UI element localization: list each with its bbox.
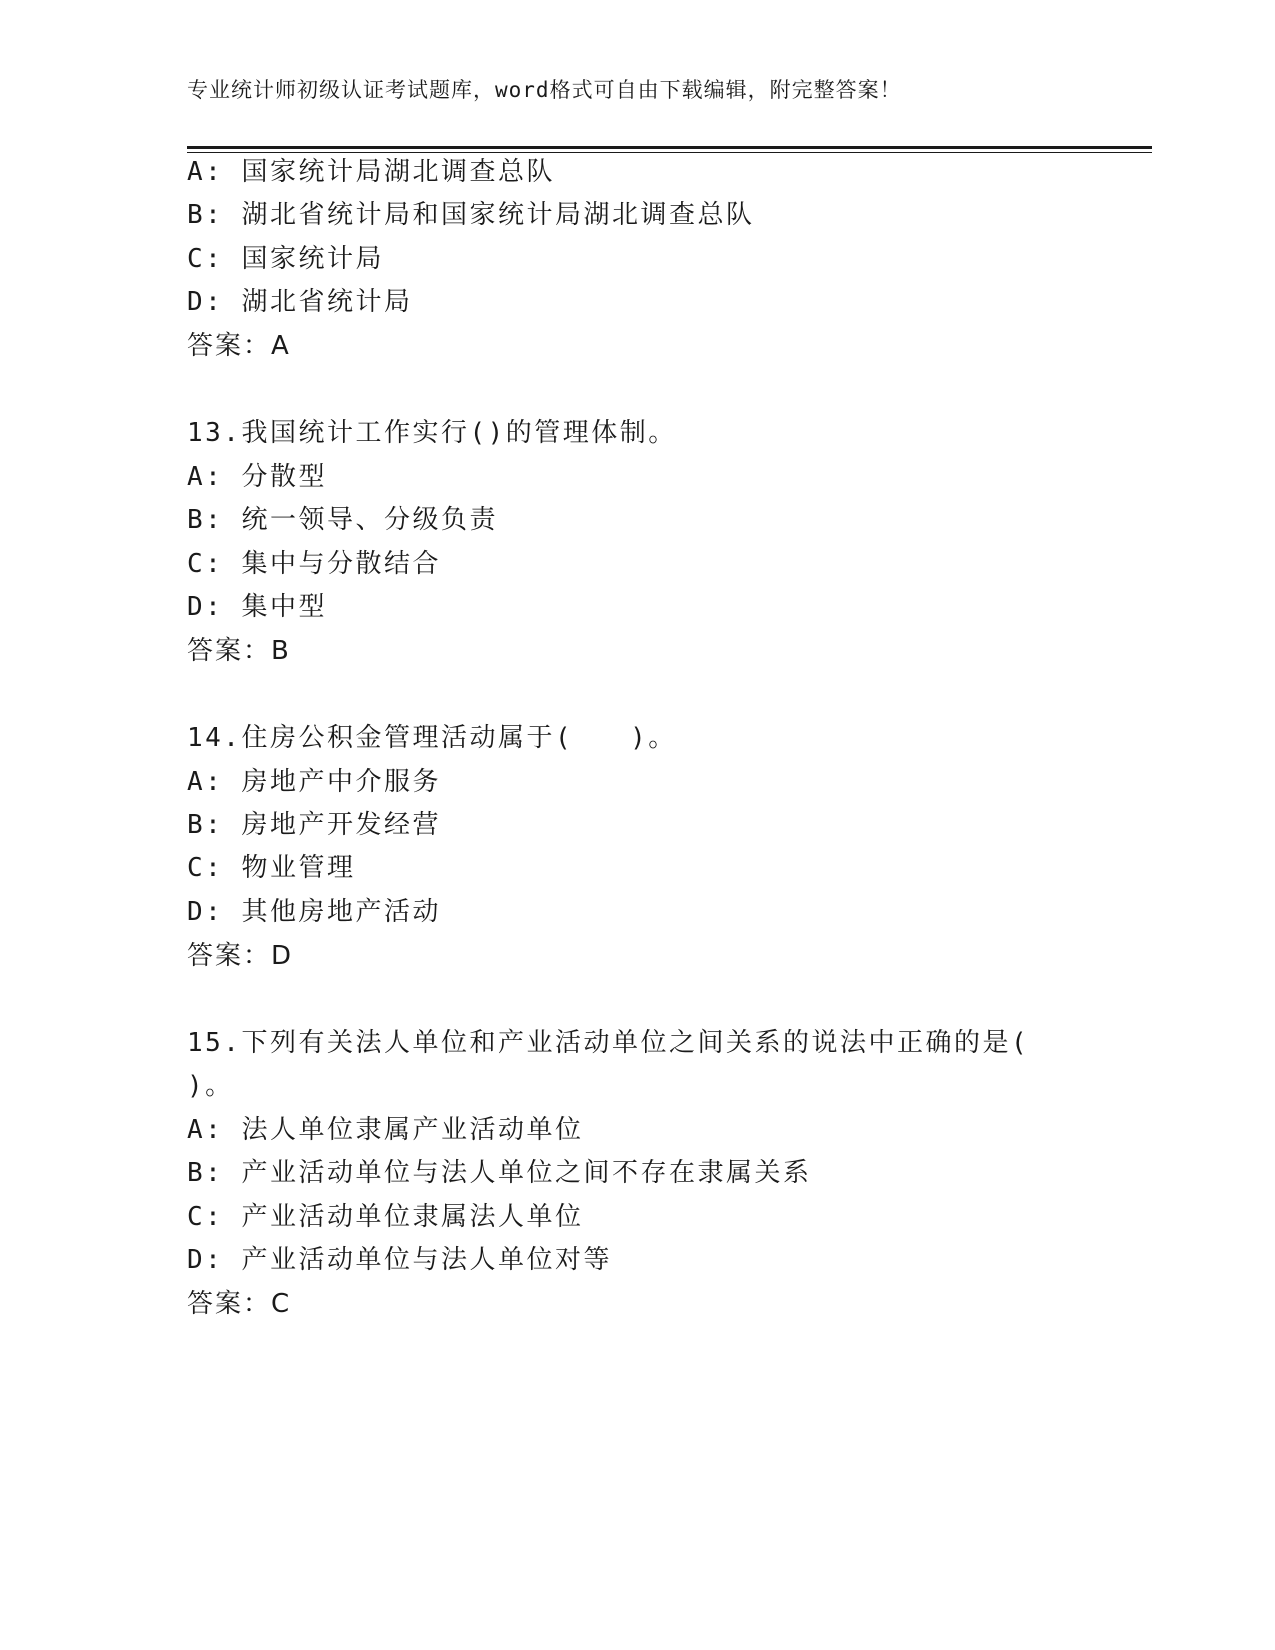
q14-option-a: A: 房地产中介服务 — [187, 767, 441, 797]
q12-option-c: C: 国家统计局 — [187, 244, 384, 274]
q14-option-b: B: 房地产开发经营 — [187, 810, 441, 840]
q15-option-d: D: 产业活动单位与法人单位对等 — [187, 1245, 612, 1275]
q12-option-b: B: 湖北省统计局和国家统计局湖北调查总队 — [187, 200, 755, 230]
q13-option-c: C: 集中与分散结合 — [187, 549, 441, 579]
q13-question: 13.我国统计工作实行()的管理体制。 — [187, 418, 677, 448]
q13-option-d: D: 集中型 — [187, 592, 327, 622]
q15-question-line1: 15.下列有关法人单位和产业活动单位之间关系的说法中正确的是( — [187, 1028, 1030, 1058]
q12-answer: 答案：A — [187, 331, 291, 361]
page-header: 专业统计师初级认证考试题库，word格式可自由下载编辑，附完整答案！ — [187, 78, 902, 102]
header-divider-thick — [187, 146, 1152, 149]
q12-option-d: D: 湖北省统计局 — [187, 287, 413, 317]
q14-option-c: C: 物业管理 — [187, 853, 356, 883]
q14-question: 14.住房公积金管理活动属于( )。 — [187, 723, 677, 753]
q15-option-a: A: 法人单位隶属产业活动单位 — [187, 1115, 584, 1145]
q15-option-b: B: 产业活动单位与法人单位之间不存在隶属关系 — [187, 1158, 812, 1188]
q14-answer: 答案：D — [187, 941, 294, 971]
q15-answer: 答案：C — [187, 1289, 292, 1319]
q13-option-b: B: 统一领导、分级负责 — [187, 505, 498, 535]
q13-option-a: A: 分散型 — [187, 462, 327, 492]
q13-answer: 答案：B — [187, 636, 291, 666]
q15-option-c: C: 产业活动单位隶属法人单位 — [187, 1202, 584, 1232]
q14-option-d: D: 其他房地产活动 — [187, 897, 441, 927]
header-divider-thin — [187, 152, 1152, 153]
q15-question-line2: )。 — [187, 1071, 234, 1101]
q12-option-a: A: 国家统计局湖北调查总队 — [187, 157, 555, 187]
